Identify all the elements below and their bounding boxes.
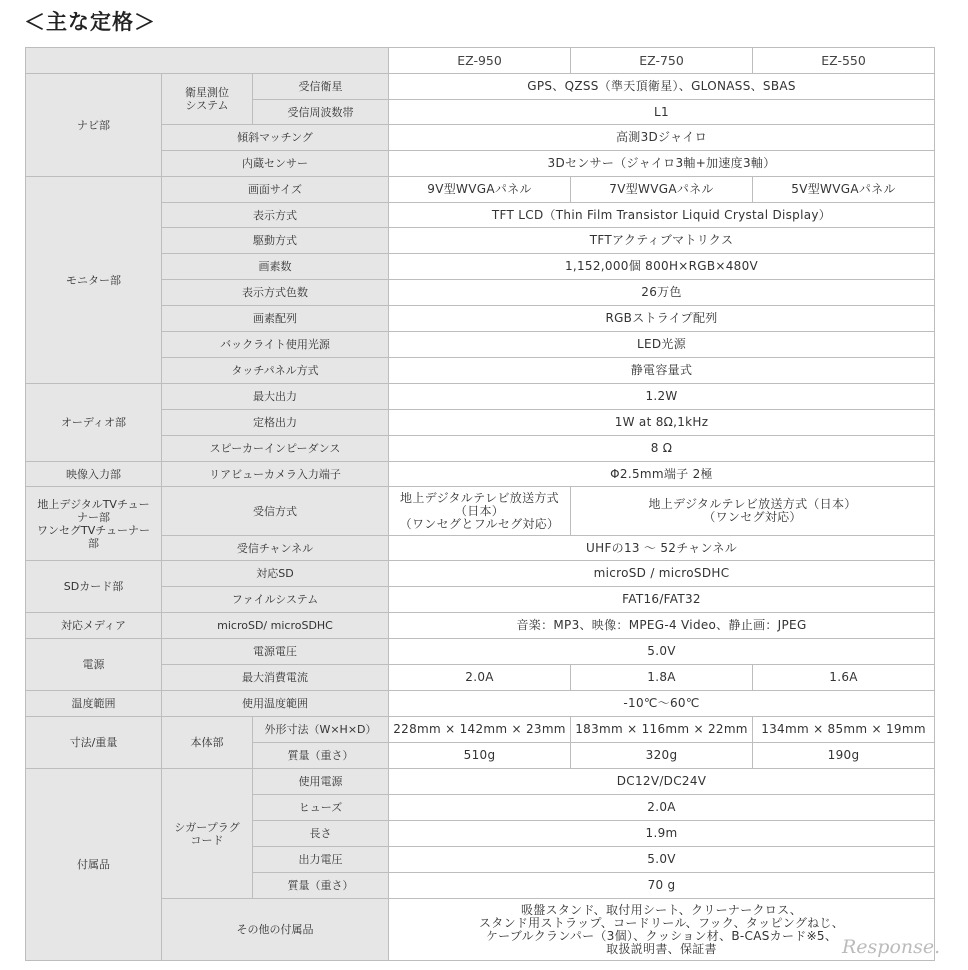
- row-value: L1: [389, 100, 935, 125]
- page-title: ＜主な定格＞: [24, 10, 156, 34]
- group-label: 本体部: [162, 717, 253, 769]
- table-row: [26, 487, 935, 536]
- row-value: 地上デジタルテレビ放送方式（日本） （ワンセグ対応）: [571, 487, 935, 536]
- row-label: ヒューズ: [253, 795, 389, 821]
- row-value: TFT LCD（Thin Film Transistor Liquid Crystal Display）: [389, 203, 935, 228]
- row-label: 長さ: [253, 821, 389, 847]
- section-label: 付属品: [26, 769, 162, 961]
- table-row: [26, 536, 935, 561]
- row-value: 7V型WVGAパネル: [571, 177, 753, 203]
- table-row: [26, 691, 935, 717]
- table-row: [26, 436, 935, 462]
- row-value: microSD / microSDHC: [389, 561, 935, 587]
- row-value: 320g: [571, 743, 753, 769]
- row-label: スピーカーインピーダンス: [162, 436, 389, 462]
- model-header: EZ-750: [571, 48, 753, 74]
- section-label: モニター部: [26, 177, 162, 384]
- row-label: 使用温度範囲: [162, 691, 389, 717]
- row-label: 対応SD: [162, 561, 389, 587]
- row-value: 190g: [753, 743, 935, 769]
- row-value: 地上デジタルテレビ放送方式 （日本） （ワンセグとフルセグ対応）: [389, 487, 571, 536]
- row-value: 3Dセンサー（ジャイロ3軸+加速度3軸）: [389, 151, 935, 177]
- row-value: 510g: [389, 743, 571, 769]
- row-value: -10℃～60℃: [389, 691, 935, 717]
- table-row: [26, 899, 935, 961]
- row-value: 8 Ω: [389, 436, 935, 462]
- table-row: [26, 665, 935, 691]
- row-value: 5V型WVGAパネル: [753, 177, 935, 203]
- row-value: 9V型WVGAパネル: [389, 177, 571, 203]
- section-label: SDカード部: [26, 561, 162, 613]
- row-value: DC12V/DC24V: [389, 769, 935, 795]
- row-value: 静電容量式: [389, 358, 935, 384]
- table-header-row: [26, 48, 935, 74]
- row-value: 1.9m: [389, 821, 935, 847]
- table-row: [26, 613, 935, 639]
- row-label: 表示方式: [162, 203, 389, 228]
- row-label: 外形寸法（W×H×D）: [253, 717, 389, 743]
- table-row: [26, 177, 935, 203]
- table-row: [26, 306, 935, 332]
- section-label: 地上デジタルTVチュー ナー部 ワンセグTVチューナー 部: [26, 487, 162, 561]
- row-label: その他の付属品: [162, 899, 389, 961]
- row-label: バックライト使用光源: [162, 332, 389, 358]
- row-label: 最大出力: [162, 384, 389, 410]
- section-label: 温度範囲: [26, 691, 162, 717]
- row-label: 傾斜マッチング: [162, 125, 389, 151]
- model-header: EZ-950: [389, 48, 571, 74]
- model-header: EZ-550: [753, 48, 935, 74]
- table-row: [26, 639, 935, 665]
- row-label: 表示方式色数: [162, 280, 389, 306]
- section-label: オーディオ部: [26, 384, 162, 462]
- row-value: 吸盤スタンド、取付用シート、クリーナークロス、 スタンド用ストラップ、コードリール、フック、タッピングねじ、 ケーブルクランパー（3個）、クッション材、B-CASカード※5、 取扱説明書、保証書: [389, 899, 935, 961]
- spec-table: [25, 47, 935, 961]
- row-value: 1.8A: [571, 665, 753, 691]
- row-label: タッチパネル方式: [162, 358, 389, 384]
- row-value: TFTアクティブマトリクス: [389, 228, 935, 254]
- row-value: Φ2.5mm端子 2極: [389, 462, 935, 487]
- table-row: [26, 410, 935, 436]
- row-label: 画素配列: [162, 306, 389, 332]
- section-label: ナビ部: [26, 74, 162, 177]
- row-label: 使用電源: [253, 769, 389, 795]
- row-value: 5.0V: [389, 639, 935, 665]
- row-label: 質量（重さ）: [253, 743, 389, 769]
- row-value: 音楽：MP3、映像：MPEG-4 Video、静止画：JPEG: [389, 613, 935, 639]
- section-label: 電源: [26, 639, 162, 691]
- row-label: 定格出力: [162, 410, 389, 436]
- row-label: 内蔵センサー: [162, 151, 389, 177]
- table-row: [26, 769, 935, 795]
- row-label: 画素数: [162, 254, 389, 280]
- row-label: microSD/ microSDHC: [162, 613, 389, 639]
- row-label: 画面サイズ: [162, 177, 389, 203]
- table-row: [26, 151, 935, 177]
- table-row: [26, 717, 935, 743]
- row-label: ファイルシステム: [162, 587, 389, 613]
- row-label: 電源電圧: [162, 639, 389, 665]
- row-value: 183mm × 116mm × 22mm: [571, 717, 753, 743]
- table-row: [26, 587, 935, 613]
- group-label: シガープラグ コード: [162, 769, 253, 899]
- row-label: 受信衛星: [253, 74, 389, 100]
- row-value: UHFの13 ～ 52チャンネル: [389, 536, 935, 561]
- row-value: 高測3Dジャイロ: [389, 125, 935, 151]
- table-row: [26, 280, 935, 306]
- row-value: 70 g: [389, 873, 935, 899]
- section-label: 対応メディア: [26, 613, 162, 639]
- row-label: 質量（重さ）: [253, 873, 389, 899]
- row-value: 1W at 8Ω,1kHz: [389, 410, 935, 436]
- row-value: FAT16/FAT32: [389, 587, 935, 613]
- row-label: 最大消費電流: [162, 665, 389, 691]
- row-value: 2.0A: [389, 665, 571, 691]
- row-value: RGBストライプ配列: [389, 306, 935, 332]
- row-label: 駆動方式: [162, 228, 389, 254]
- table-row: [26, 203, 935, 228]
- row-label: 受信チャンネル: [162, 536, 389, 561]
- section-label: 映像入力部: [26, 462, 162, 487]
- table-row: [26, 462, 935, 487]
- table-row: [26, 384, 935, 410]
- header-corner: [26, 48, 389, 74]
- table-row: [26, 125, 935, 151]
- table-row: [26, 228, 935, 254]
- table-row: [26, 358, 935, 384]
- row-label: 出力電圧: [253, 847, 389, 873]
- group-label: 衛星測位 システム: [162, 74, 253, 125]
- table-row: [26, 74, 935, 100]
- row-value: GPS、QZSS（準天頂衛星）、GLONASS、SBAS: [389, 74, 935, 100]
- row-value: 26万色: [389, 280, 935, 306]
- row-value: 1.2W: [389, 384, 935, 410]
- row-value: 1,152,000個 800H×RGB×480V: [389, 254, 935, 280]
- row-label: リアビューカメラ入力端子: [162, 462, 389, 487]
- table-row: [26, 254, 935, 280]
- row-label: 受信方式: [162, 487, 389, 536]
- row-label: 受信周波数帯: [253, 100, 389, 125]
- table-row: [26, 561, 935, 587]
- response-watermark: Response.: [842, 936, 941, 958]
- row-value: 228mm × 142mm × 23mm: [389, 717, 571, 743]
- table-row: [26, 332, 935, 358]
- row-value: LED光源: [389, 332, 935, 358]
- row-value: 134mm × 85mm × 19mm: [753, 717, 935, 743]
- row-value: 2.0A: [389, 795, 935, 821]
- row-value: 5.0V: [389, 847, 935, 873]
- row-value: 1.6A: [753, 665, 935, 691]
- section-label: 寸法/重量: [26, 717, 162, 769]
